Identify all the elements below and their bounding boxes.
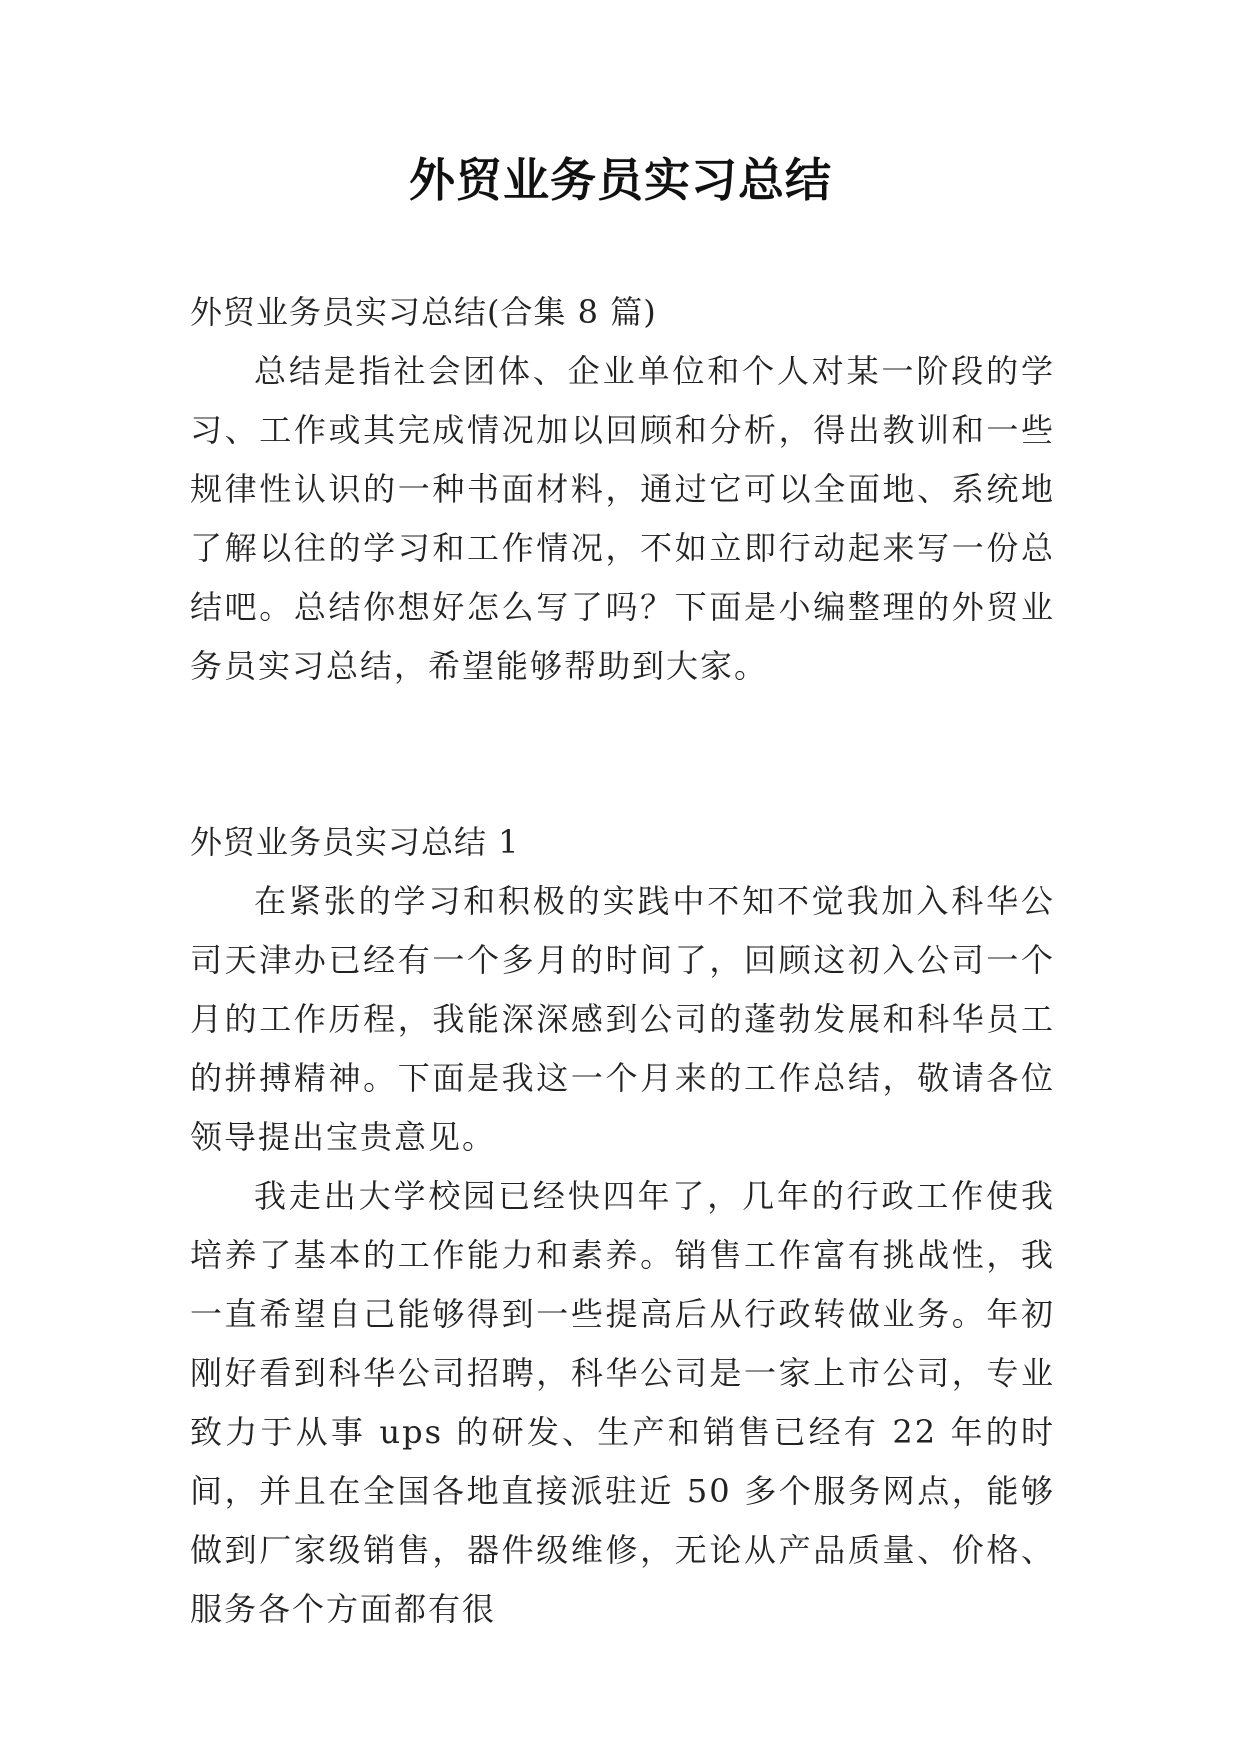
section-heading: 外贸业务员实习总结 1	[190, 823, 520, 861]
section1-body	[190, 872, 1055, 1639]
collection-heading: 外贸业务员实习总结(合集 8 篇)	[190, 293, 657, 331]
intro-paragraph: 总结是指社会团体、企业单位和个人对某一阶段的学习、工作或其完成情况加以回顾和分析，得出教训和一些规律性认识的一种书面材料，通过它可以全面地、系统地了解以往的学习和工作情况，不如立即行动起来写一份总结吧。总结你想好怎么写了吗？下面是小编整理的外贸业务员实习总结，希望能够帮助到大家。	[190, 352, 1055, 685]
document-title: 外贸业务员实习总结	[409, 153, 832, 207]
intro-section	[190, 342, 1055, 696]
section1-paragraph-1: 在紧张的学习和积极的实践中不知不觉我加入科华公司天津办已经有一个多月的时间了，回顾这初入公司一个月的工作历程，我能深深感到公司的蓬勃发展和科华员工的拼搏精神。下面是我这一个月来的工作总结，敬请各位领导提出宝贵意见。	[190, 882, 1055, 1156]
section1-paragraph-2: 我走出大学校园已经快四年了，几年的行政工作使我培养了基本的工作能力和素养。销售工作富有挑战性，我一直希望自己能够得到一些提高后从行政转做业务。年初刚好看到科华公司招聘，科华公司是一家上市公司，专业致力于从事 ups 的研发、生产和销售已经有 22 年的时间，并且在全国各地直接派驻近 50 多个服务网点，能够做到厂家级销售，器件级维修，无论从产品质量、价格、服务各个方面都有很	[190, 1177, 1055, 1628]
